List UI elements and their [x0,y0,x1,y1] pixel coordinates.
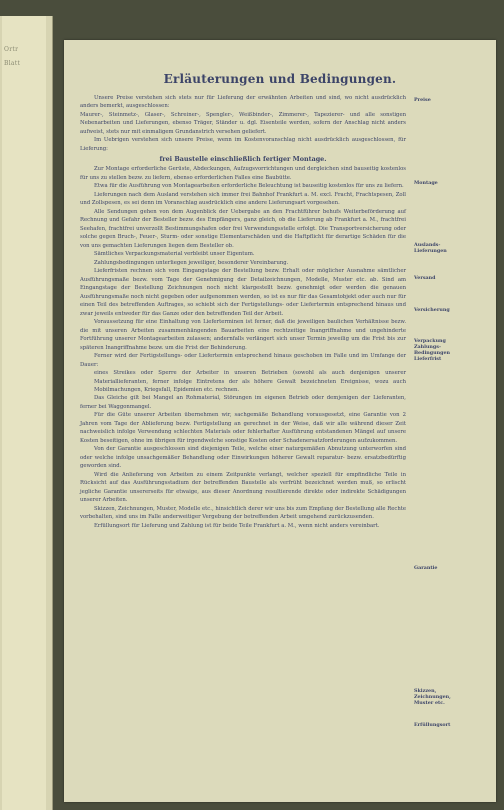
margin-note-verpackung-zahlung-lieferfrist: Verpackung Zahlungs- Bedingungen Lieferfrist [414,338,450,362]
margin-note-garantie: Garantie [414,565,438,571]
paragraph: Skizzen, Zeichnungen, Muster, Modelle etc., hinsichtlich derer wir uns bis zum Empfang der Bestellung alle Rechte vorbehalten, sind uns im Falle anderweitiger Vergebung der betreffenden Arbeit umgehend zurückzusenden. [80,505,406,521]
underlying-document [0,16,53,810]
document-title: Erläuterungen und Bedingungen. [163,72,397,86]
underlying-label: Ortr [4,46,19,53]
paragraph: Etwa für die Ausführung von Montagearbeiten erforderliche Beleuchtung ist bauseitig kostenlos für uns zu liefern. [94,183,404,190]
paragraph: eines Streikes oder Sperre der Arbeiter in unseren Betrieben (sowohl als auch denjenigen unserer Materiallieferanten, ferner infolge Eintretens der als höhere Gewalt bezeichneten Ereignisse, wozu auch Mobilmachungen, Kriegsfall, Epidemien etc. rechnen. [94,370,406,393]
paragraph: Ferner wird der Fertigstellungs- oder Liefertermin entsprechend hinaus geschoben im Falle und im Umfange der Dauer: [80,353,406,368]
paragraph: Maurer-, Steinmetz-, Glaser-, Schreiner-, Spengler-, Weißbinder-, Zimmerer-, Tapezierer- und alle sonstigen Nebenarbeiten und Lieferungen, ebenso Träger, Ständer u. dgl. Eisenteile werden, sofern der Anschlag nicht anders aufweist, stets nur mit einmaligem Grundanstrich versehen geliefert. [80,111,406,135]
paragraph: Lieferfristen rechnen sich vom Eingangstage der Bestellung bezw. Erhalt oder möglicher Ausnahme sämtlicher Ausführungsmaße bezw. vom Tage der Genehmigung der Detailzeichnungen, Modelle, Muster etc. ab. Sind am Eingangstage der Bestellung Zeichnungen noch nicht klargestellt bezw. genehmigt oder werden die genauen Ausführungsmaße noch nicht gegeben oder aufgenommen werden, so ist es nur für das Gesamtobjekt oder auch nur für einen Teil des betreffenden Auftrages, so schiebt sich der Fertigstellungs- oder Liefertermin entsprechend hinaus und zwar jeweils entweder für das Ganze oder den betreffenden Teil der Arbeit. [80,268,406,317]
paragraph: Voraussetzung für eine Einhaltung von Lieferterminen ist ferner, daß die jeweiligen baulichen Verhältnisse bezw. die mit unseren Arbeiten zusammenhängenden Bauarbeiten eine rechtzeitige Inangriffnahme und ungehinderte Fortführung unserer Montagearbeiten zulassen; andernfalls verlängert sich unser Termin jeweilig um die Frist bis zur späteren Inangriffnahme bezw. um die Frist der Behinderung. [80,319,406,351]
paragraph: Für die Güte unserer Arbeiten übernehmen wir, sachgemäße Behandlung vorausgesetzt, eine Garantie von 2 Jahren vom Tage der Ablieferung bezw. Fertigstellung an gerechnet in der Weise, daß wir alle während dieser Zeit nachweislich infolge Verwendung schlechten Materials oder fehlerhafter Ausführung entstandenen Mängel auf unsere Kosten beseitigen, ohne im übrigen für irgendwelche sonstige Kosten oder Schadenersatzforderungen aufzukommen. [80,412,406,444]
margin-note-montage: Montage [414,180,438,186]
section-heading: frei Baustelle einschließlich fertiger Montage. [159,155,327,164]
terms-body [80,94,406,530]
margin-note-skizzen: Skizzen, Zeichnungen, Muster etc. [414,688,451,706]
paragraph: Von der Garantie ausgeschlossen sind diejenigen Teile, welche einer naturgemäßen Abnutzung unterworfen sind oder welche infolge unsachgemäßer Behandlung oder Einwirkungen höherer Gewalt reparatur- bezw. ersatzbedürftig geworden sind. [80,446,406,470]
margin-note-preise: Preise [414,97,431,103]
margin-note-auslands-lieferungen: Auslands- Lieferungen [414,242,447,254]
margin-note-versand: Versand [414,275,436,281]
paragraph: Sämtliches Verpackungsmaterial verbleibt unser Eigentum. [94,251,255,258]
margin-note-versicherung: Versicherung [414,307,450,313]
paragraph: Lieferungen nach dem Ausland verstehen sich immer frei Bahnhof Frankfurt a. M. excl. Fracht, Frachtspesen, Zoll und Zollspesen, es sei denn im Voranschlag ausdrücklich eine andere Lieferungsart vorgesehen. [80,191,406,207]
paragraph: Das Gleiche gilt bei Mangel an Rohmaterial, Störungen im eigenen Betrieb oder demjenigen der Lieferanten, ferner bei Waggonmangel. [80,395,406,410]
underlying-page-edge [2,16,46,810]
paragraph: Erfüllungsort für Lieferung und Zahlung ist für beide Teile Frankfurt a. M., wenn nicht anders vereinbart. [94,522,380,529]
document-page [64,40,496,802]
paragraph: Unsere Preise verstehen sich stets nur für Lieferung der erwähnten Arbeiten und sind, wo nicht ausdrücklich anders bemerkt, ausgeschlossen: [80,95,406,110]
paragraph: Im Uebrigen verstehen sich unsere Preise, wenn im Kostenvoranschlag nicht ausdrücklich ausgeschlossen, für Lieferung: [80,137,406,152]
paragraph: Wird die Anlieferung von Arbeiten zu einem Zeitpunkte verlangt, welcher speziell für empfindliche Teile in Rücksicht auf das Ausführungsstadium der betreffenden Baustelle als verfrüht bezeichnet werden muß, so erlischt jegliche Garantie unsererseits für etwaige, aus dieser Anordnung resultierende direkte oder indirekte Schädigungen unserer Arbeiten. [80,471,406,504]
paragraph: Alle Sendungen gehen von dem Augenblick der Uebergabe an den Frachtführer behufs Weiterbeförderung auf Rechnung und Gefahr der Besteller bezw. des Empfängers, ganz gleich, ob die Lieferung ab Frankfurt a. M., frachtfrei Seehafen, frachtfrei unverzollt Bestimmungshafen oder frei Verwendungsstelle erfolgt. Die Transportversicherung oder solche gegen Bruch-, Feuer-, Sturm- oder sonstige Elementarschäden und die Haftpflicht für derartige Schäden für die von uns gemachten Lieferungen liegen dem Besteller ob. [80,208,406,249]
underlying-label: Blatt [4,60,21,67]
paragraph: Zur Montage erforderliche Gerüste, Abdeckungen, Aufzugsvorrichtungen und dergleichen sind bauseitig kostenlos für uns zu stellen bezw. zu liefern, ebenso erforderlichen Falles eine Baubütte. [80,166,406,181]
margin-note-erfuellungsort: Erfüllungsort [414,722,451,728]
paragraph: Zahlungsbedingungen unterliegen jeweiliger, besonderer Vereinbarung. [94,259,289,266]
